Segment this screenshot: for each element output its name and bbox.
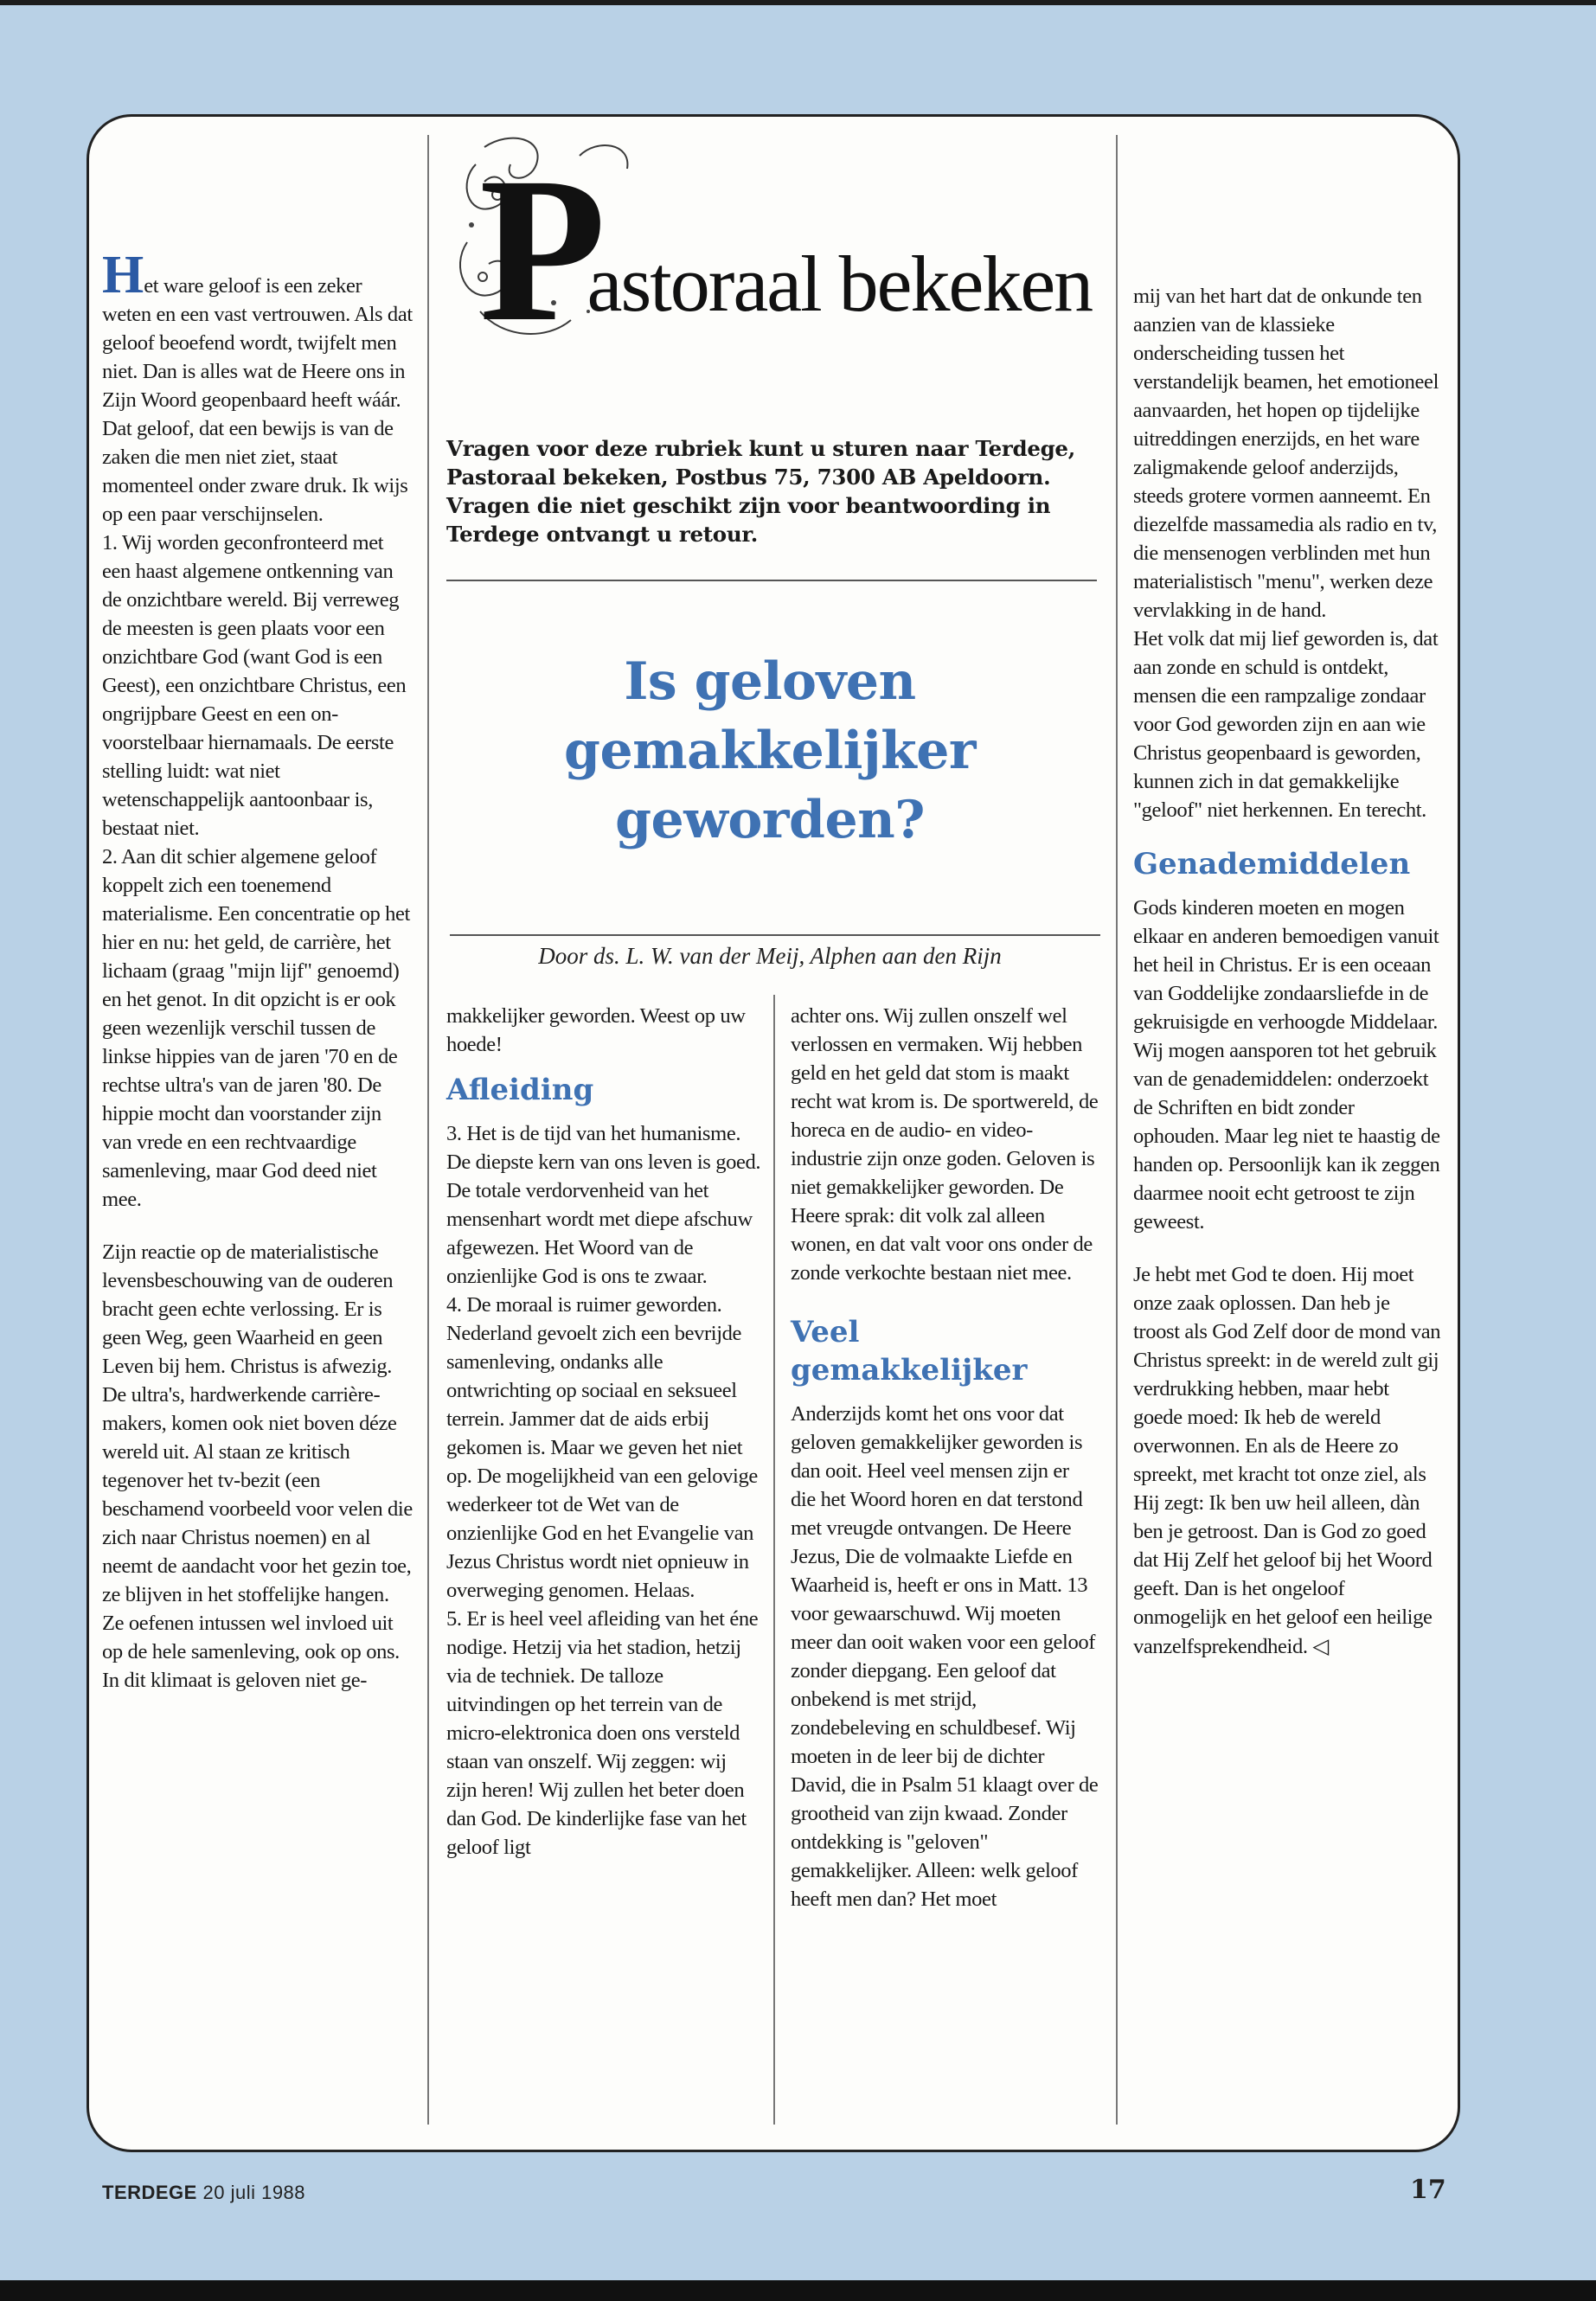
col1-paragraph-2: 1. Wij worden geconfronteerd met een haast algemene ontkenning van de onzichtbare wereld. Bij verreweg de meesten is geen plaats voor een onzichtbare God (want God is een Geest), een onzichtbare Christus, een ongrijpbare Geest en een on-voorstelbaar hiernamaals. De eerste stelling luidt: wat niet wetenschappelijk aantoonbaar is, bestaat niet. <box>102 531 407 840</box>
col4-paragraph-3: Gods kinderen moeten en mogen elkaar en anderen bemoedigen vanuit het heil in Christus. Er is een oceaan van Goddelijke zondaarsliefde in de gekruisigde en verhoogde Middelaar. Wij mogen aansporen tot het gebruik van de genademiddelen: onderzoekt de Schriften en bidt zonder ophouden. Maar leg niet te haastig de handen op. Persoonlijk kan ik zeggen daarmee nooit echt getroost te zijn geweest. <box>1133 896 1440 1234</box>
footer-brand: TERDEGE <box>102 2182 197 2203</box>
col2-paragraph-3: 4. De moraal is ruimer geworden. Nederland gevoelt zich een bevrijde samenleving, ondanks alle ontwrichting op sociaal en seksueel terrein. Jammer dat de aids erbij gekomen is. Maar we geven het niet op. De mogelijkheid van een gelovige wederkeer tot de Wet van de onzienlijke God en het Evangelie van Jezus Christus wordt niet opnieuw in overweging genomen. Helaas. <box>446 1293 758 1602</box>
subheading-genademiddelen: Genademiddelen <box>1133 847 1411 881</box>
end-mark-icon: ◁ <box>1312 1633 1329 1658</box>
byline: Door ds. L. W. van der Meij, Alphen aan den Rijn <box>538 943 1002 969</box>
article-headline <box>450 647 1090 855</box>
drop-cap: H <box>102 246 144 304</box>
column-rule-3 <box>1116 135 1118 2125</box>
col2-paragraph-1: makkelijker geworden. Weest op uw hoede! <box>446 1004 746 1056</box>
column-3 <box>791 1002 1099 1913</box>
footer-issue-line <box>102 2182 305 2204</box>
column-1 <box>102 246 413 1695</box>
masthead-rest: astoraal bekeken <box>586 240 1093 328</box>
footer-date: 20 juli 1988 <box>202 2182 306 2203</box>
subheading-afleiding: Afleiding <box>446 1073 594 1107</box>
col3-paragraph-1: achter ons. Wij zullen onszelf wel verlossen en vermaken. Wij hebben geld en het geld dat stom is maakt recht wat krom is. De sportwereld, de horeca en de audio- en video-industrie zijn onze goden. Geloven is niet gemakkelijker geworden. De Heere sprak: dit volk zal alleen wonen, en dat valt voor ons onder de zonde verkochte bestaan niet mee. <box>791 1004 1099 1285</box>
submission-note: Vragen voor deze rubriek kunt u sturen naar Terdege, Pastoraal bekeken, Postbus 75, 7300 AB Apeldoorn. Vragen die niet geschikt zijn voor beantwoording in Terdege ontvangt u retour. <box>446 436 1075 547</box>
byline-divider <box>450 934 1100 936</box>
col1-paragraph-4: Zijn reactie op de materialistische levensbeschouwing van de ouderen bracht geen echte verlossing. Er is geen Weg, geen Waarheid en geen Leven bij hem. Christus is afwezig. De ultra's, hardwerkende carrière-makers, komen ook niet boven déze wereld uit. Al staan ze kritisch tegenover het tv-bezit (een beschamend voorbeeld voor velen die zich naar Christus noemen) en al neemt de aandacht voor het gezin toe, ze blijven in het stoffelijke hangen. Ze oefenen intussen wel invloed uit op de hele samenleving, ook op ons. In dit klimaat is geloven niet ge- <box>102 1240 413 1692</box>
column-2 <box>446 1002 761 1862</box>
col2-paragraph-2: 3. Het is de tijd van het humanisme. De diepste kern van ons leven is goed. De totale verdorvenheid van het mensenhart wordt met diepe afschuw afgewezen. Het Woord van de onzienlijke God is ons te zwaar. <box>446 1122 761 1288</box>
col4-paragraph-2: Het volk dat mij lief geworden is, dat aan zonde en schuld is ontdekt, mensen die een rampzalige zondaar voor God geworden zijn en aan wie Christus geopenbaard is geworden, kunnen zich in dat gemakkelijke "geloof" niet herkennen. En terecht. <box>1133 627 1439 822</box>
masthead-title <box>479 134 1093 364</box>
column-rule-2 <box>773 995 775 2125</box>
headline-line-2: gemakkelijker <box>564 721 976 781</box>
col1-paragraph-3: 2. Aan dit schier algemene geloof koppelt zich een toenemend materialisme. Een concentratie op het hier en nu: het geld, de carrière, het lichaam (graag "mijn lijf" genoemd) en het genot. In dit opzicht is er ook geen wezenlijk verschil tussen de linkse hippies van de jaren '70 en de rechtse ultra's van de jaren '80. De hippie mocht dan voorstander zijn van vrede en een rechtvaardige samenleving, maar God deed niet mee. <box>102 845 410 1211</box>
rubric-masthead <box>450 130 1107 364</box>
headline-line-3: geworden? <box>615 790 925 850</box>
masthead-initial: P <box>479 134 606 364</box>
col4-paragraph-1: mij van het hart dat de onkunde ten aanzien van de klassieke onderscheiding tussen het verstandelijk beamen, het emotioneel aanvaarden, het hopen op tijdelijke uitreddingen enerzijds, en het ware zaligmakende geloof anderzijds, steeds grotere vormen aanneemt. En diezelfde massamedia als radio en tv, die mensenogen verblinden met hun materialistisch "menu", werken deze vervlakking in de hand. <box>1133 285 1439 622</box>
headline-line-1: Is geloven <box>624 651 916 712</box>
col3-paragraph-2: Anderzijds komt het ons voor dat geloven gemakkelijker geworden is dan ooit. Heel veel mensen zijn er die het Woord horen en dat terstond met vreugde ontvangen. De Heere Jezus, Die de volmaakte Liefde en Waarheid is, heeft er ons in Matt. 13 voor gewaarschuwd. Wij moeten meer dan ooit waken voor een geloof zonder diepgang. Een geloof dat onbekend is met strijd, zondebeleving en schuldbesef. Wij moeten in de leer bij de dichter David, die in Psalm 51 klaagt over de grootheid van zijn kwaad. Zonder ontdekking is "geloven" gemakkelijker. Alleen: welk geloof heeft men dan? Het moet <box>791 1402 1099 1911</box>
column-4 <box>1133 282 1441 1661</box>
intro-divider <box>446 580 1097 581</box>
page-number: 17 <box>1410 2175 1446 2205</box>
col2-paragraph-4: 5. Er is heel veel afleiding van het éne nodige. Hetzij via het stadion, hetzij via de techniek. De talloze uitvindingen op het terrein van de micro-elektronica doen ons versteld staan van onszelf. Wij zeggen: wij zijn heren! Wij zullen het beter doen dan God. De kinderlijke fase van het geloof ligt <box>446 1607 759 1859</box>
column-rule-1 <box>427 135 429 2125</box>
subheading-veel-gemakkelijker: Veel gemakkelijker <box>791 1315 1028 1388</box>
col1-paragraph-1: Het ware geloof is een zeker weten en een vast vertrouwen. Als dat geloof beoefend wordt, twijfelt men niet. Dan is alles wat de Heere ons in Zijn Woord geopenbaard heeft wáár. Dat geloof, dat een bewijs is van de zaken die men niet ziet, staat momenteel onder zware druk. Ik wijs op een paar verschijnselen. <box>102 246 413 526</box>
col4-paragraph-4: Je hebt met God te doen. Hij moet onze zaak oplossen. Dan heb je troost als God Zelf door de mond van Christus spreekt: in de wereld zult gij verdrukking hebben, maar hebt goede moed: Ik heb de wereld overwonnen. En als de Heere zo spreekt, met kracht tot onze ziel, als Hij zegt: Ik ben uw heil alleen, dàn ben je getroost. Dan is God zo goed dat Hij Zelf het geloof bij het Woord geeft. Dan is het ongeloof onmogelijk en het geloof een heilige vanzelfsprekendheid. ◁ <box>1133 1263 1441 1658</box>
scan-bottom-edge <box>0 2280 1596 2301</box>
